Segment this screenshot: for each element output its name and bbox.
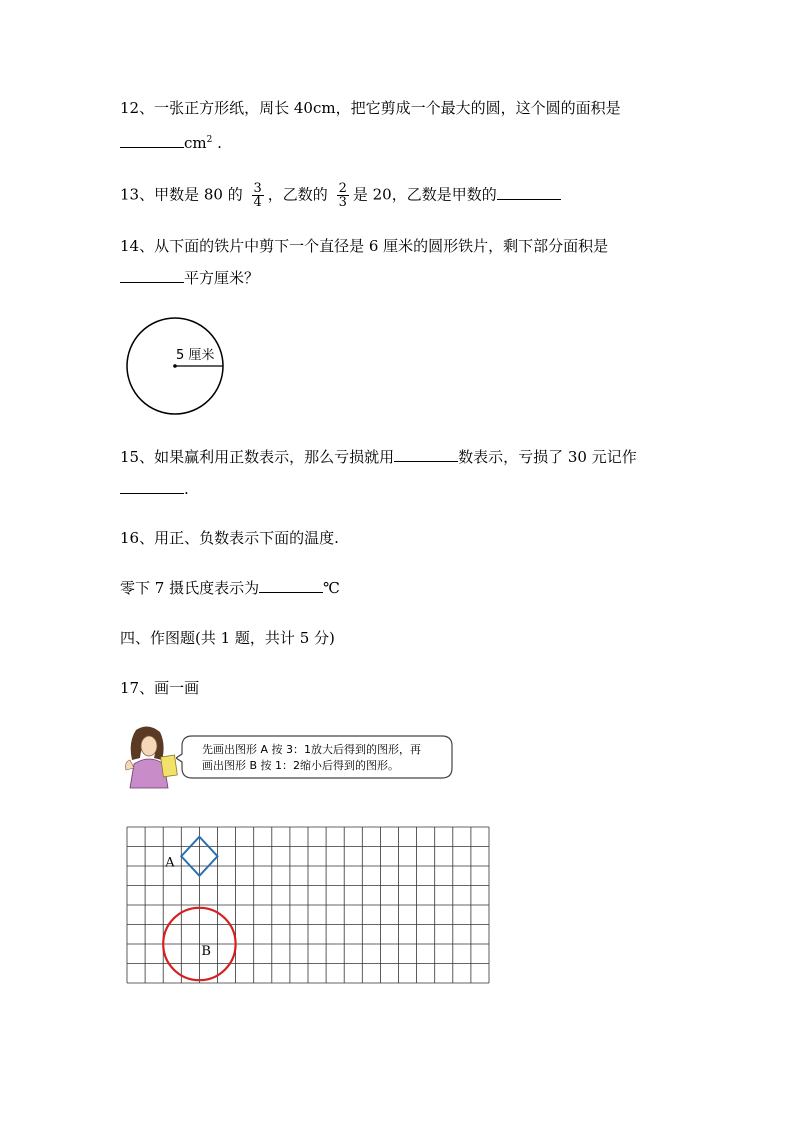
fraction-denominator: 4 — [253, 195, 262, 210]
question-17-text: 17、画一画 — [120, 679, 200, 697]
bubble-line-1: 先画出图形 A 按 3：1放大后得到的图形，再 — [202, 743, 422, 756]
speech-bubble — [176, 732, 454, 782]
fraction-numerator: 2 — [338, 181, 347, 196]
question-17 — [120, 678, 199, 698]
fraction-numerator: 3 — [253, 181, 262, 196]
question-13-suffix: 是 20，乙数是甲数的 — [352, 185, 497, 204]
question-15-text-a: 15、如果赢利用正数表示，那么亏损就用 — [120, 448, 395, 466]
answer-blank-13[interactable] — [497, 185, 561, 200]
answer-blank-16[interactable] — [259, 578, 323, 593]
question-12 — [120, 98, 621, 118]
question-13-prefix: 13、甲数是 80 的 — [120, 185, 243, 204]
question-12-end: . — [212, 134, 222, 152]
answer-blank-14[interactable] — [120, 268, 184, 283]
question-16 — [120, 528, 339, 548]
question-16-sub-text: 零下 7 摄氏度表示为 — [120, 579, 260, 597]
question-16-sub — [120, 578, 340, 598]
fraction-denominator: 3 — [338, 195, 347, 210]
question-14-text: 14、从下面的铁片中剪下一个直径是 6 厘米的圆形铁片，剩下部分面积是 — [120, 237, 609, 255]
question-15 — [120, 447, 637, 467]
question-15-end: . — [184, 480, 189, 498]
question-13 — [120, 182, 561, 209]
fraction-two-thirds — [337, 182, 349, 209]
unit-cm: cm — [184, 134, 207, 152]
question-15-text-b: 数表示，亏损了 30 元记作 — [458, 448, 637, 466]
drawing-grid[interactable] — [126, 826, 492, 988]
label-b: B — [201, 944, 211, 959]
radius-label: 5 厘米 — [176, 348, 215, 363]
question-15-answer-line — [120, 479, 189, 499]
teacher-icon — [118, 724, 180, 790]
answer-blank-15b[interactable] — [120, 479, 184, 494]
label-a: A — [165, 855, 175, 871]
unit-superscript: 2 — [206, 135, 213, 145]
bubble-line-2: 画出图形 B 按 1：2缩小后得到的图形。 — [202, 759, 400, 772]
unit-celsius: ℃ — [323, 579, 340, 597]
grid-lines — [127, 827, 489, 983]
question-14-answer-line — [120, 268, 259, 288]
fraction-three-quarters — [252, 182, 264, 209]
section-4-title — [120, 628, 335, 648]
question-13-middle: ，乙数的 — [267, 185, 328, 204]
section-4-title-text: 四、作图题(共 1 题，共计 5 分) — [120, 629, 335, 647]
question-14 — [120, 236, 608, 256]
question-12-text: 12、一张正方形纸，周长 40cm，把它剪成一个最大的圆，这个圆的面积是 — [120, 99, 621, 117]
circle-figure — [120, 316, 230, 420]
answer-blank-12[interactable] — [120, 133, 184, 148]
question-16-text: 16、用正、负数表示下面的温度. — [120, 529, 339, 547]
answer-blank-15a[interactable] — [394, 447, 458, 462]
question-14-tail: 平方厘米？ — [184, 269, 260, 287]
question-12-answer-line — [120, 130, 222, 153]
